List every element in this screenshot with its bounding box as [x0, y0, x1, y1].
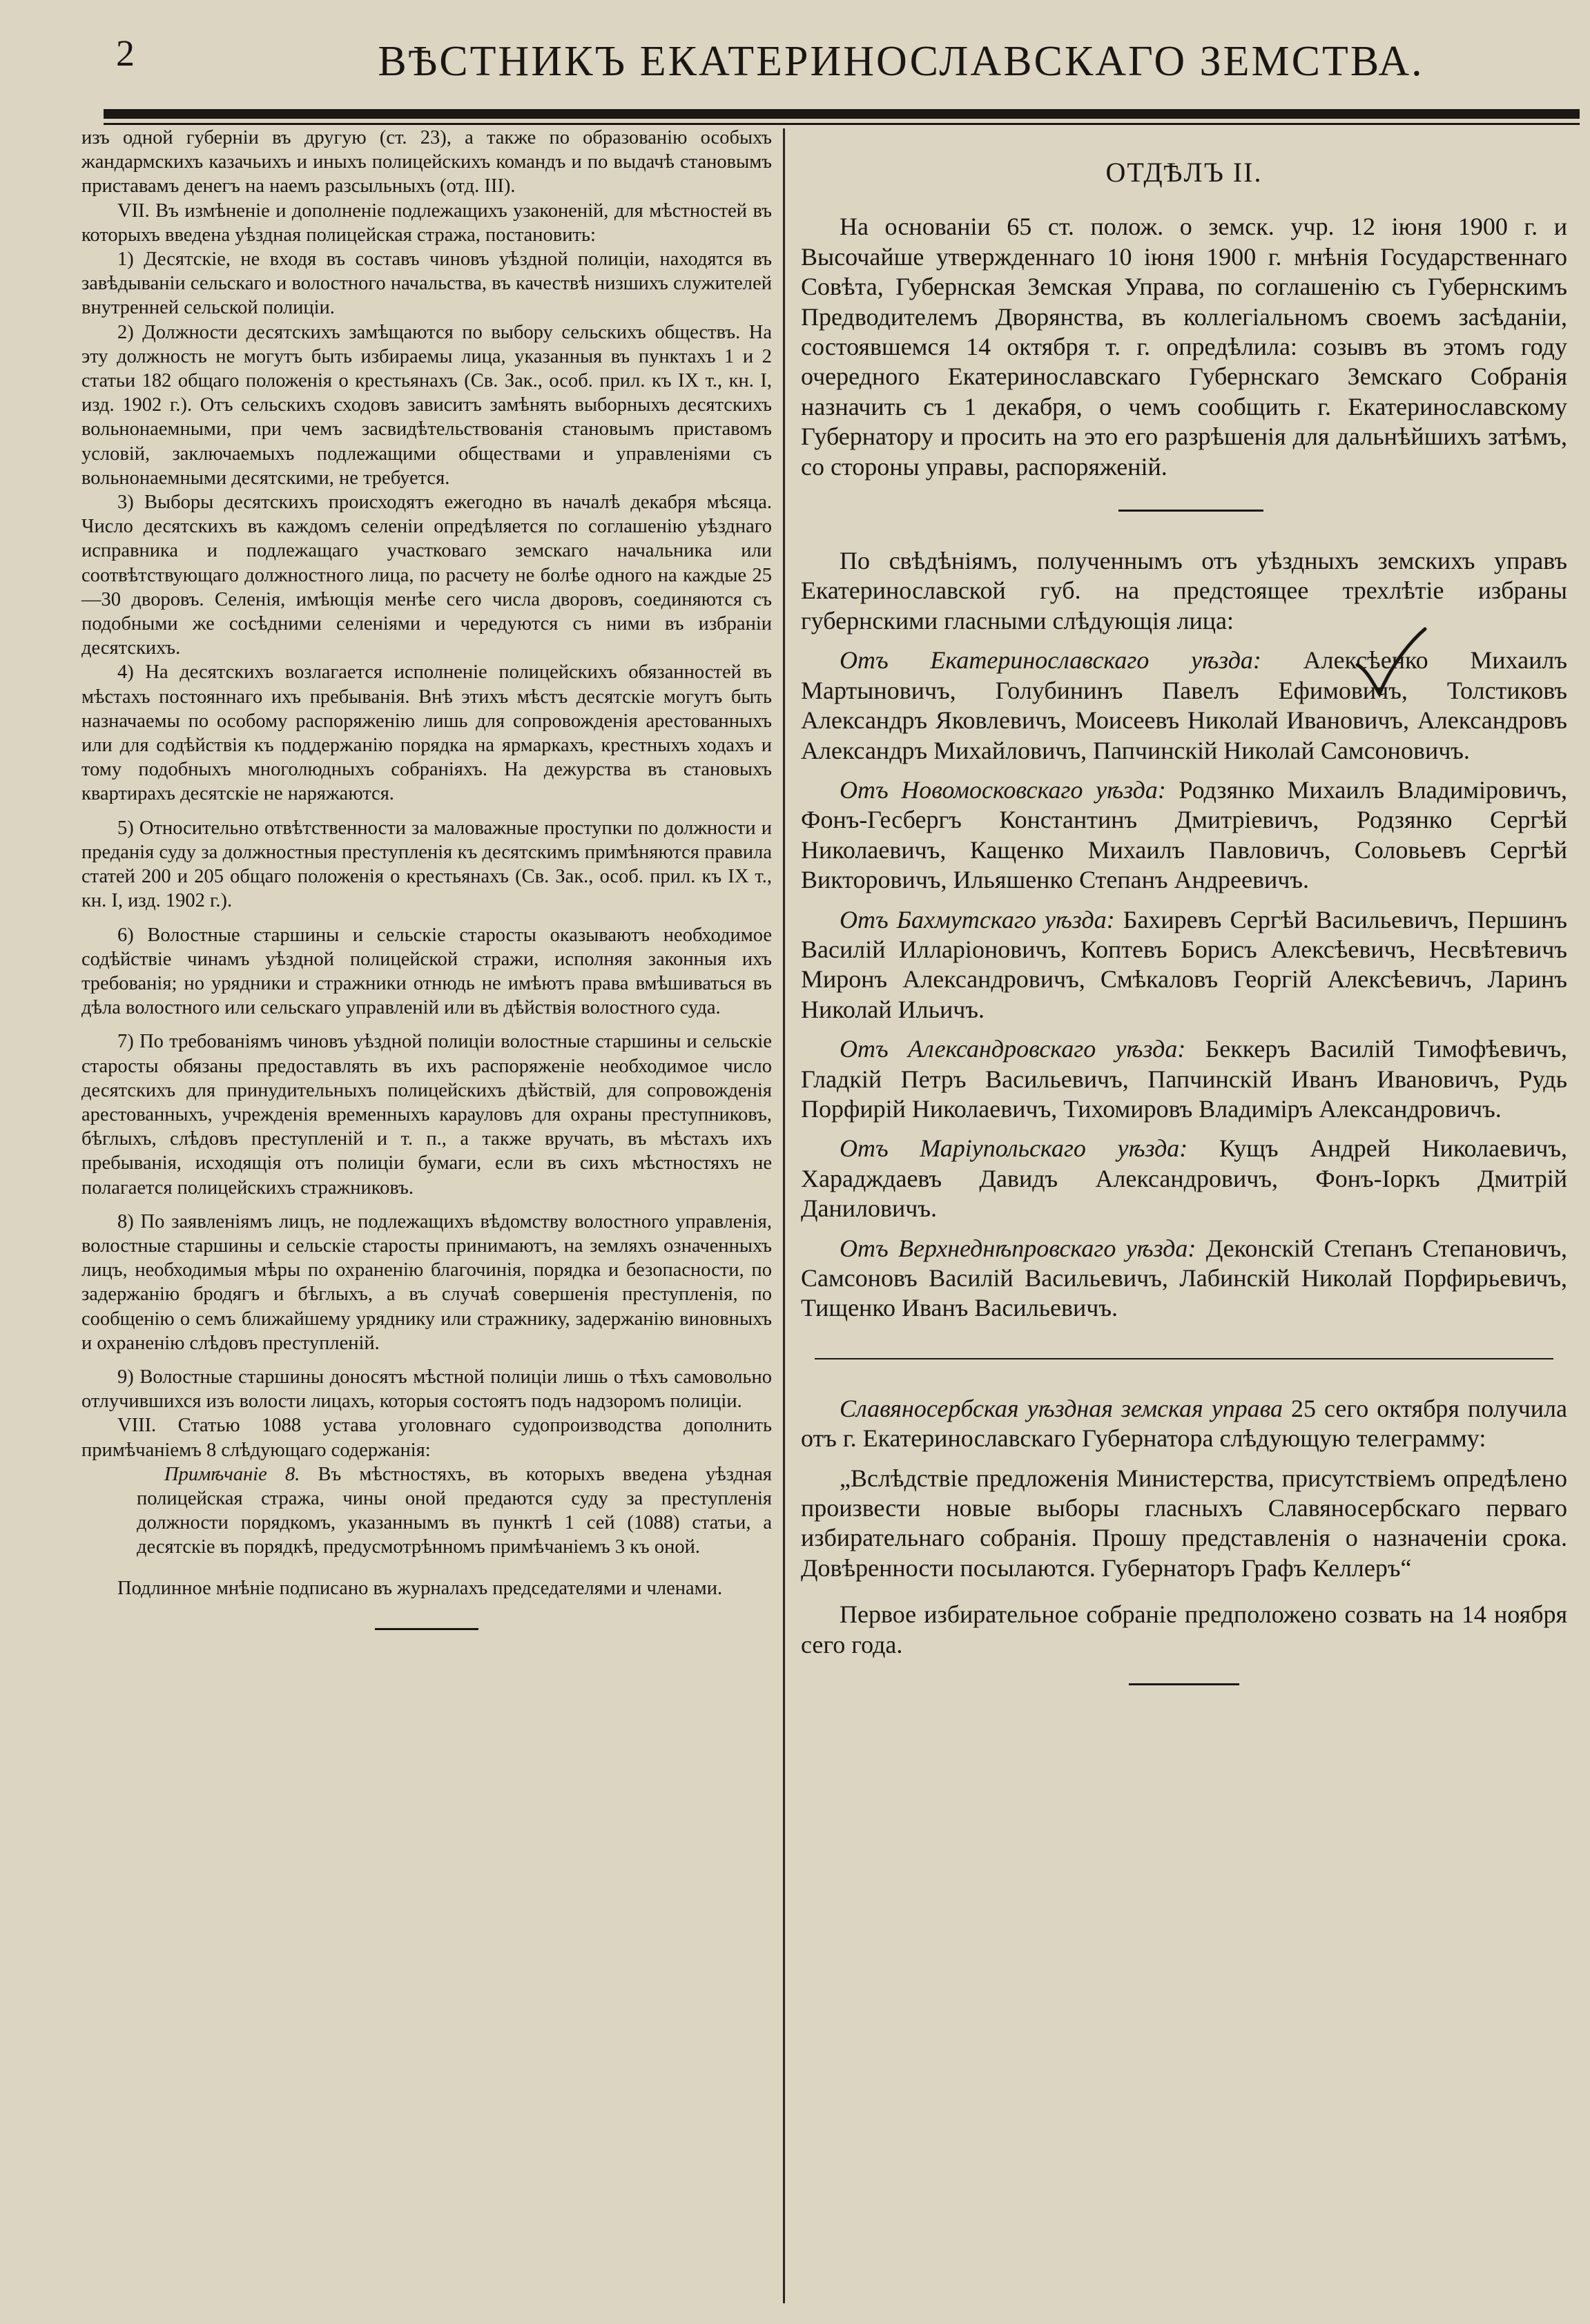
section-separator	[1118, 510, 1263, 512]
page-header	[104, 14, 1560, 97]
note-text: Въ мѣстностяхъ, въ которыхъ введена уѣздная полицейская стража, чины оной предаются суду за преступленія должности порядкомъ, указаннымъ въ пунктѣ 1 сей (1088) статьи, а десятскіе въ порядкѣ, предусмотрѣнномъ примѣчаніемъ 3 къ оной.	[137, 1463, 773, 1558]
county-name: Отъ Бахмутскаго уѣзда:	[840, 905, 1115, 933]
county-name: Отъ Маріупольскаго уѣзда:	[840, 1134, 1188, 1163]
paragraph: 4) На десятскихъ возлагается исполненіе полицейскихъ обязанностей въ мѣстахъ постояннаго ихъ пребыванія. Внѣ этихъ мѣстъ десятскіе могутъ быть назначаемы по особому распоряженію лишь для сопровожденія арестованныхъ или для содѣйствія къ поддержанію порядка на ярмаркахъ, крестныхъ ходахъ и тому подобныхъ многолюдныхъ собраніяхъ. На дежурства въ становыхъ квартирахъ десятскіе не наряжаются.	[81, 661, 772, 805]
paragraph: Подлинное мнѣніе подписано въ журналахъ председателями и членами.	[117, 1577, 723, 1599]
masthead-title: ВѢСТНИКЪ ЕКАТЕРИНОСЛАВСКАГО ЗЕМСТВА.	[378, 38, 1424, 85]
header-rule-thick	[104, 109, 1580, 119]
paragraph: 9) Волостные старшины доносятъ мѣстной полиціи лишь о тѣхъ самовольно отлучившихся изъ волости лицахъ, которыя состоятъ подъ надзоромъ полиціи.	[81, 1366, 772, 1413]
county-entry	[801, 1134, 1567, 1223]
paragraph: Первое избирательное собраніе предположено созвать на 14 ноября сего года.	[801, 1600, 1567, 1658]
board-name: Славяносербская уѣздная земская управа	[840, 1394, 1283, 1422]
page-number: 2	[116, 32, 135, 74]
paragraph-text: 25 сего октября получила отъ г. Екатеринославскаго Губернатора слѣдующую телеграмму:	[801, 1394, 1568, 1453]
end-separator	[1129, 1683, 1239, 1685]
county-members: Беккеръ Василій Тимофѣевичъ, Гладкій Петръ Васильевичъ, Папчинскій Иванъ Ивановичъ, Рудь Порфирій Николаевичъ, Тихомировъ Владиміръ Александровичъ.	[801, 1035, 1567, 1123]
paragraph: изъ одной губерніи въ другую (ст. 23), а также по образованію особыхъ жандармскихъ казачьихъ и иныхъ полицейскихъ командъ и по выдачѣ становымъ приставамъ денегъ на наемъ разсыльныхъ (отд. III).	[81, 127, 772, 197]
county-entry	[801, 1034, 1567, 1124]
paragraph: 2) Должности десятскихъ замѣщаются по выбору сельскихъ обществъ. На эту должность не могутъ быть избираемы лица, указанныя въ пунктахъ 1 и 2 статьи 182 общаго положенія о крестьянахъ (Св. Зак., особ. прил. къ IX т., кн. I, изд. 1902 г.). Отъ сельскихъ сходовъ зависитъ замѣнять выборныхъ десятскихъ вольнонаемными, при чемъ засвидѣтельствованія становымъ приставомъ условій, заключаемыхъ подлежащими обществами и управленіями съ вольнонаемными десятскими, не требуется.	[81, 321, 772, 489]
note-label: Примѣчаніе 8.	[164, 1463, 300, 1485]
county-entry	[801, 775, 1567, 895]
note-paragraph	[137, 1462, 772, 1560]
end-separator	[375, 1628, 478, 1630]
paragraph: 7) По требованіямъ чиновъ уѣздной полиціи волостные старшины и сельскіе старосты обязаны предоставлять въ ихъ распоряженіе необходимое число десятскихъ для принудительныхъ полицейскихъ дѣйствій, для сопровожденія арестованныхъ, учрежденія временныхъ карауловъ для охраны преступниковъ, бѣглыхъ, слѣдовъ преступленій и т. п., а также вручать, въ мѣстахъ ихъ пребыванія, исходящія отъ полиціи бумаги, если въ сихъ мѣстностяхъ не полагается полицейскихъ стражниковъ.	[81, 1031, 772, 1199]
county-name: Отъ Александровскаго уѣзда:	[840, 1035, 1186, 1063]
section-title: ОТДѢЛЪ II.	[1105, 157, 1263, 188]
right-column	[801, 128, 1567, 1703]
county-entry	[801, 646, 1567, 766]
paragraph: VIII. Статью 1088 устава уголовнаго судопроизводства дополнить примѣчаніемъ 8 слѣдующаго содержанія:	[81, 1415, 772, 1461]
paragraph: 3) Выборы десятскихъ происходятъ ежегодно въ началѣ декабря мѣсяца. Число десятскихъ въ каждомъ селеніи опредѣляется по соглашенію уѣзднаго исправника и подлежащаго участковаго земскаго начальника или соотвѣтствующаго должностного лица, по расчету не болѣе одного на каждые 25—30 дворовъ. Селенія, имѣющія менѣе сего числа дворовъ, соединяются съ подобными же сосѣдними селеніями и чередуются съ ними въ избраніи десятскихъ.	[81, 492, 772, 659]
county-members: Алексѣенко Михаилъ Мартыновичъ, Голубининъ Павелъ Ефимовичъ, Толстиковъ Александръ Яковлевичъ, Моисеевъ Николай Ивановичъ, Александровъ Александръ Михайловичъ, Папчинскій Николай Самсоновичъ.	[801, 646, 1568, 764]
county-members: Родзянко Михаилъ Владиміровичъ, Фонъ-Гесбергъ Константинъ Дмитріевичъ, Родзянко Сергѣй Николаевичъ, Кащенко Михаилъ Павловичъ, Соловьевъ Сергѣй Викторовичъ, Ильяшенко Степанъ Андреевичъ.	[801, 775, 1568, 894]
paragraph: 1) Десятскіе, не входя въ составъ чиновъ уѣздной полиціи, находятся въ завѣдываніи сельскаго и волостного начальства, въ качествѣ низшихъ служителей внутренней сельской полиціи.	[81, 249, 772, 319]
section-separator	[815, 1358, 1553, 1359]
header-rule-thin	[104, 123, 1580, 125]
check-mark-icon	[1353, 625, 1429, 701]
county-name: Отъ Новомосковскаго уѣзда:	[840, 775, 1166, 804]
paragraph	[801, 1394, 1567, 1454]
county-name: Отъ Верхнеднѣпровскаго уѣзда:	[840, 1234, 1196, 1262]
column-divider	[783, 128, 785, 2303]
paragraph: На основаніи 65 ст. полож. о земск. учр. 12 іюня 1900 г. и Высочайше утвержденнаго 10 іюня 1900 г. мнѣнія Государственнаго Совѣта, Губернская Земская Управа, по соглашенію съ Губернскимъ Предводителемъ Дворянства, въ коллегіальномъ своемъ засѣданіи, состоявшемся 14 октября т. г. опредѣлила: созывъ въ этомъ году очередного Екатеринославскаго Губернскаго Земскаго Собранія назначить съ 1 декабря, о чемъ сообщить г. Екатеринославскому Губернатору и просить на это его разрѣшенія для дальнѣйшихъ затѣмъ, со стороны управы, распоряженій.	[801, 213, 1567, 481]
county-name: Отъ Екатеринославскаго уѣзда:	[840, 646, 1261, 675]
left-column	[81, 126, 772, 1648]
county-entry	[801, 1234, 1567, 1324]
paragraph: 8) По заявленіямъ лицъ, не подлежащихъ вѣдомству волостного управленія, волостные старшины и сельскіе старосты принимаютъ, на земляхъ означенныхъ лицъ, необходимыя мѣры по охраненію благочинія, порядка и безопасности, по задержанію бродягъ и бѣглыхъ, а въ случаѣ совершенія преступленія, по сообщенію о семъ ближайшему уряднику или стражнику, задержанію виновныхъ и охраненію слѣдовъ преступленій.	[81, 1210, 772, 1354]
paragraph: По свѣдѣніямъ, полученнымъ отъ уѣздныхъ земскихъ управъ Екатеринославской губ. на предстоящее трехлѣтіе избраны губернскими гласными слѣдующія лица:	[801, 547, 1567, 635]
telegram-text: „Вслѣдствіе предложенія Министерства, присутствіемъ опредѣлено произвести новые выборы гласныхъ Славяносербскаго перваго избирательнаго собранія. Прошу представленія о назначеніи срока. Довѣренности посылаются. Губернаторъ Графъ Келлеръ“	[801, 1464, 1567, 1582]
county-members: Кущъ Андрей Николаевичъ, Харадждаевъ Давидъ Александровичъ, Фонъ-Іоркъ Дмитрій Даниловичъ.	[801, 1134, 1567, 1223]
paragraph: VII. Въ измѣненіе и дополненіе подлежащихъ узаконеній, для мѣстностей въ которыхъ введена уѣздная полицейская стража, постановить:	[81, 200, 772, 246]
paragraph: 5) Относительно отвѣтственности за маловажные проступки по должности и преданія суду за должностныя преступленія къ десятскимъ примѣняются правила статей 200 и 205 общаго положенія о крестьянахъ (Св. Зак., особ. прил. къ IX т., кн. I, изд. 1902 г.).	[81, 817, 772, 912]
paragraph: 6) Волостные старшины и сельскіе старосты оказываютъ необходимое содѣйствіе чинамъ уѣздной полицейской стражи, исполняя законныя ихъ требованія; но урядники и стражники отнюдь не имѣютъ права вмѣшиваться въ дѣла волостного или сельскаго управленій или въ дѣйствія волостного суда.	[81, 924, 772, 1019]
county-members: Деконскій Степанъ Степановичъ, Самсоновъ Василій Васильевичъ, Лабинскій Николай Порфирьевичъ, Тищенко Иванъ Васильевичъ.	[801, 1234, 1568, 1322]
county-members: Бахиревъ Сергѣй Васильевичъ, Першинъ Василій Илларіоновичъ, Коптевъ Борисъ Алексѣевичъ, Несвѣтевичъ Миронъ Александровичъ, Смѣкаловъ Георгій Алексѣевичъ, Ларинъ Николай Ильичъ.	[801, 905, 1567, 1023]
county-entry	[801, 905, 1567, 1025]
